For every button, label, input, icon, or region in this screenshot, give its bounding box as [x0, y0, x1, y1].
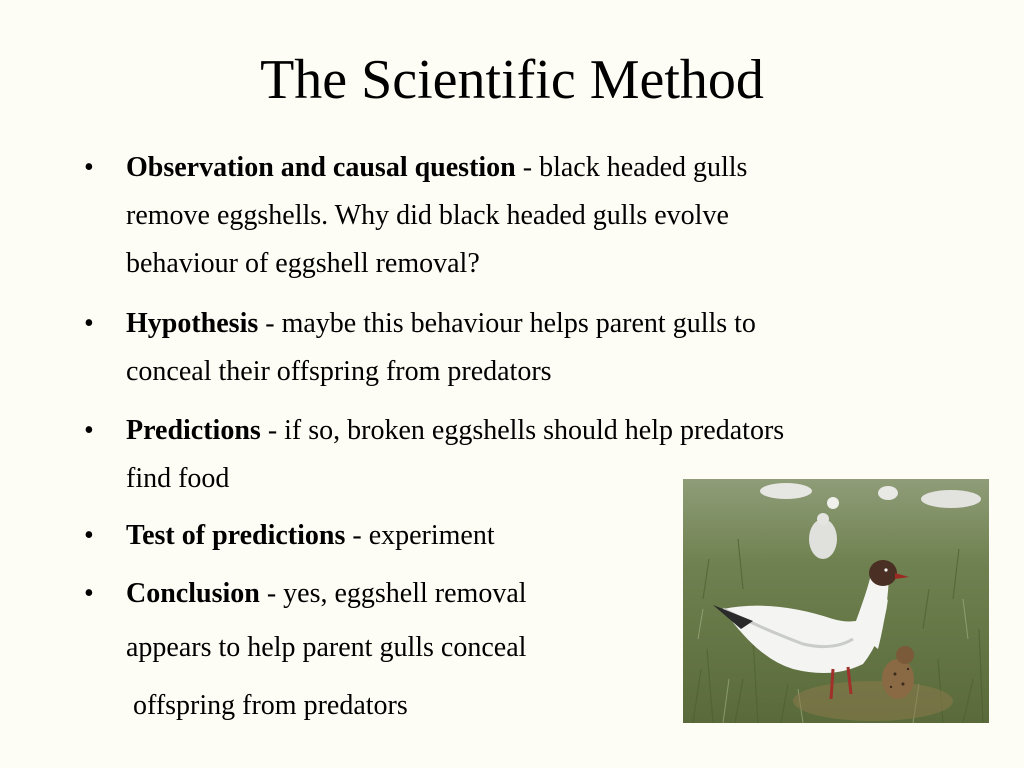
bullet-line: behaviour of eggshell removal?: [126, 248, 480, 279]
bullet-text: [126, 570, 666, 734]
bullet-line: [126, 407, 946, 455]
bullet-marker: •: [84, 152, 94, 183]
bullet-line-text: yes, eggshell removal: [283, 578, 527, 609]
bullet-term: Test of predictions: [126, 520, 346, 551]
bullet-separator: -: [260, 415, 285, 446]
bullet-line-text: maybe this behaviour helps parent gulls to: [281, 308, 756, 339]
bullet-line: [126, 144, 946, 192]
bullet-term: Observation and causal question: [126, 152, 516, 183]
bullet-line: [126, 300, 946, 348]
bullet-separator: -: [258, 308, 282, 339]
bullet-line: [126, 512, 666, 560]
bullet-marker: •: [84, 415, 94, 446]
bullet-separator: -: [515, 152, 540, 183]
bullet-marker: •: [84, 520, 94, 551]
bullet-separator: -: [345, 520, 369, 551]
bullet-line: find food: [126, 463, 230, 494]
bullet-term: Hypothesis: [126, 308, 259, 339]
bullet-line: offspring from predators: [126, 690, 408, 721]
slide-title: The Scientific Method: [260, 49, 764, 111]
bullet-line-text: if so, broken eggshells should help predators: [284, 415, 785, 446]
bullet-text: [126, 144, 946, 288]
bullet-line: [126, 570, 666, 618]
gull-photo: [683, 479, 989, 723]
gull-photo-illustration: [683, 479, 989, 723]
bullet-term: Conclusion: [126, 578, 260, 609]
bullet-term: Predictions: [126, 415, 261, 446]
bullet-separator: -: [259, 578, 284, 609]
bullet-line-text: black headed gulls: [539, 152, 748, 183]
bullet-line-text: experiment: [368, 520, 495, 551]
bullet-line: remove eggshells. Why did black headed gulls evolve: [126, 200, 729, 231]
bullet-text: [126, 512, 666, 560]
bullet-text: [126, 300, 946, 396]
bullet-marker: •: [84, 578, 94, 609]
bullet-line: appears to help parent gulls conceal: [126, 632, 527, 663]
bullet-marker: •: [84, 308, 94, 339]
bullet-line: conceal their offspring from predators: [126, 356, 552, 387]
